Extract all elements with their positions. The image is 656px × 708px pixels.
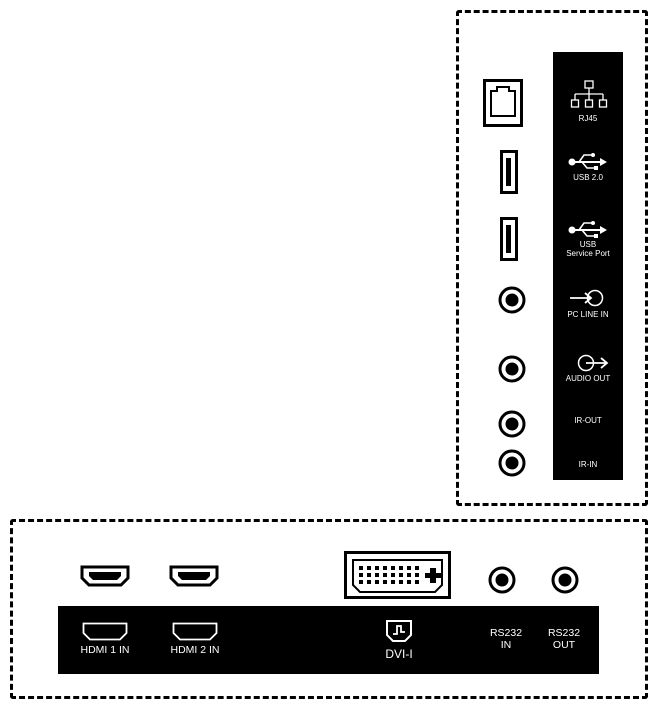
hdmi2-icon [172,622,218,641]
dvi-pin [391,573,395,577]
audio-output-icon [577,354,611,372]
dvi-pin [383,566,387,570]
dvi-pin [415,580,419,584]
hdmi1-label: HDMI 1 IN [80,644,130,656]
dvi-pin [391,566,395,570]
usb-service-icon [568,221,608,239]
ir-out-jack-icon [498,410,526,438]
rs232-in-label: RS232 IN [489,627,523,652]
dvi-pin [375,573,379,577]
dvi-pin [359,573,363,577]
network-icon [571,80,607,112]
dvi-pin [407,566,411,570]
hdmi2-label: HDMI 2 IN [170,644,220,656]
dvi-pin [407,580,411,584]
dvi-label: DVI-I [385,647,413,661]
dvi-pin [383,580,387,584]
audio-out-label: AUDIO OUT [565,374,611,383]
dvi-port-icon [344,551,451,599]
usb-service-port-icon [500,217,518,261]
dvi-pin [375,566,379,570]
rs232-out-jack-icon [551,566,579,594]
rs232-in-jack-icon [488,566,516,594]
hdmi2-port-icon [169,565,219,587]
dvi-pin [415,573,419,577]
dvi-pin [375,580,379,584]
dvi-pin [367,573,371,577]
usb20-label: USB 2.0 [573,173,603,182]
ir-out-label: IR-OUT [574,416,602,425]
dvi-pin [399,580,403,584]
usb-service-label: USB Service Port [566,240,610,259]
dvi-pin [367,566,371,570]
ir-in-label: IR-IN [578,460,598,469]
rs232-out-label: RS232 OUT [547,627,581,652]
dvi-icon [385,619,413,643]
dvi-pin [407,573,411,577]
hdmi1-icon [82,622,128,641]
hdmi1-port-icon [80,565,130,587]
rj45-label: RJ45 [578,114,598,123]
ir-in-jack-icon [498,449,526,477]
dvi-pin [359,566,363,570]
dvi-pin [399,566,403,570]
dvi-pin [383,573,387,577]
rj45-port-icon [483,79,523,127]
audio-out-jack-icon [498,355,526,383]
dvi-pin [367,580,371,584]
dvi-pin [391,580,395,584]
audio-input-icon [569,289,605,307]
usb-icon [568,153,608,171]
pc-line-in-jack-icon [498,286,526,314]
dvi-pin [415,566,419,570]
dvi-pin [359,580,363,584]
pc-line-in-label: PC LINE IN [567,310,609,319]
dvi-pin [399,573,403,577]
usb-port-icon [500,150,518,194]
